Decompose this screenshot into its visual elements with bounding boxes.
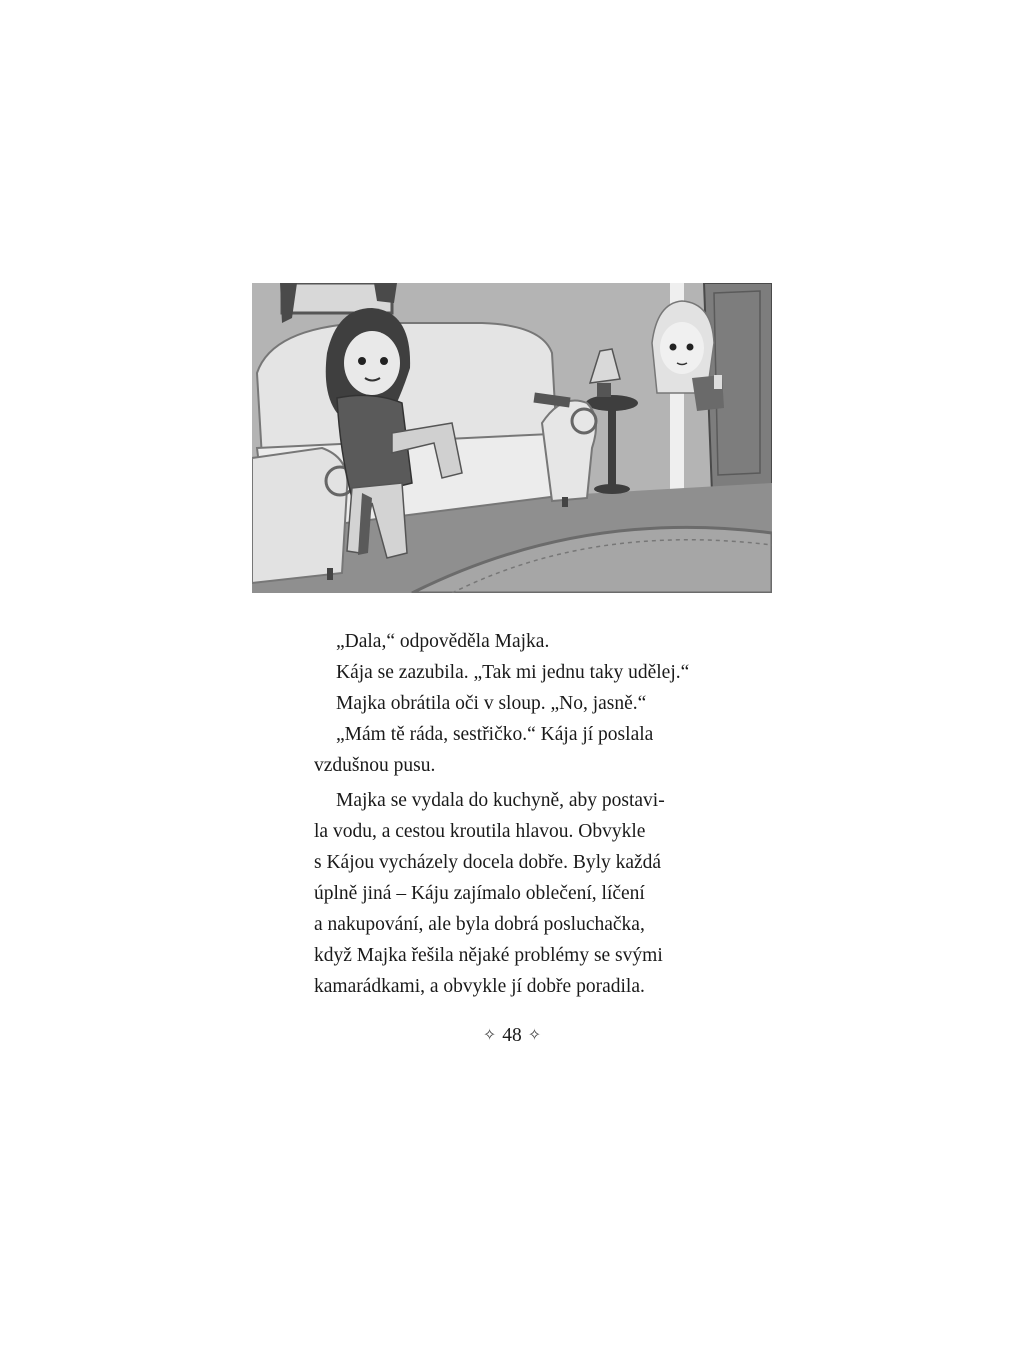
star-ornament-icon: ✧ [527, 1027, 542, 1044]
text-line: vzdušnou pusu. [314, 755, 436, 776]
text-line: „Mám tě ráda, sestřičko.“ Kája jí poslala [336, 724, 654, 745]
text-line: „Dala,“ odpověděla Majka. [336, 631, 550, 652]
text-line: kamarádkami, a obvykle jí dobře poradila. [314, 976, 645, 997]
text-line: Kája se zazubila. „Tak mi jednu taky udělej.“ [336, 662, 690, 683]
text-line: la vodu, a cestou kroutila hlavou. Obvykle [314, 821, 646, 842]
star-ornament-icon: ✧ [482, 1027, 497, 1044]
text-line: a nakupování, ale byla dobrá posluchačka, [314, 914, 645, 935]
text-line: Majka obrátila oči v sloup. „No, jasně.“ [336, 693, 647, 714]
text-line: Majka se vydala do kuchyně, aby postavi- [336, 790, 665, 811]
page-number-folio [0, 1022, 1024, 1050]
page-number: 48 [502, 1025, 522, 1046]
text-line: s Kájou vycházely docela dobře. Byly každá [314, 852, 662, 873]
illustration-girls-in-living-room-icon [252, 283, 772, 593]
illustration [252, 283, 772, 593]
text-line: když Majka řešila nějaké problémy se svými [314, 945, 663, 966]
text-line: úplně jiná – Káju zajímalo oblečení, líčení [314, 883, 645, 904]
body-text [314, 626, 704, 1002]
